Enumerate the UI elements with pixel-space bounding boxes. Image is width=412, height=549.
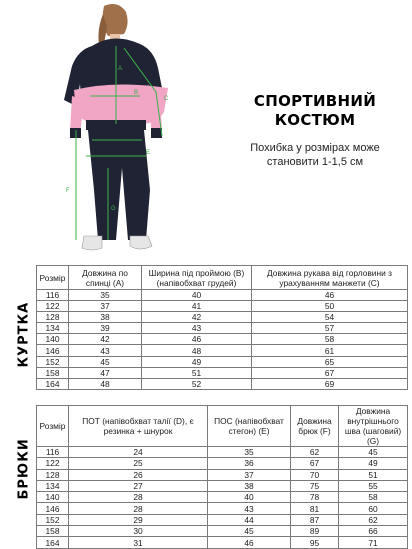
- size-cell: 122: [37, 301, 69, 312]
- value-cell: 28: [69, 492, 208, 503]
- size-cell: 158: [37, 367, 69, 378]
- value-cell: 27: [69, 480, 208, 491]
- value-cell: 61: [252, 345, 408, 356]
- table-row: [37, 514, 408, 525]
- table-row: [37, 290, 408, 301]
- value-cell: 45: [69, 356, 142, 367]
- value-cell: 75: [291, 480, 339, 491]
- value-cell: 62: [339, 514, 408, 525]
- product-title-line2: КОСТЮМ: [274, 111, 356, 129]
- size-cell: 134: [37, 480, 69, 491]
- size-cell: 128: [37, 312, 69, 323]
- value-cell: 37: [69, 301, 142, 312]
- jacket-size-table: [36, 265, 408, 390]
- value-cell: 30: [69, 526, 208, 537]
- value-cell: 62: [291, 447, 339, 458]
- header-size: Розмір: [37, 266, 69, 290]
- size-cell: 164: [37, 537, 69, 548]
- value-cell: 70: [291, 469, 339, 480]
- value-cell: 38: [69, 312, 142, 323]
- table-row: [37, 480, 408, 491]
- value-cell: 81: [291, 503, 339, 514]
- value-cell: 87: [291, 514, 339, 525]
- value-cell: 48: [142, 345, 252, 356]
- pants-size-table: [36, 405, 408, 549]
- product-title-line1: СПОРТИВНИЙ: [253, 92, 377, 110]
- marker-f: F: [66, 188, 70, 194]
- value-cell: 71: [339, 537, 408, 548]
- value-cell: 46: [142, 334, 252, 345]
- table-row: [37, 345, 408, 356]
- value-cell: 54: [252, 312, 408, 323]
- value-cell: 78: [291, 492, 339, 503]
- value-cell: 31: [69, 537, 208, 548]
- marker-c: C: [164, 96, 169, 102]
- table-row: [37, 323, 408, 334]
- table-row: [37, 301, 408, 312]
- note-line2: становити 1-1,5 см: [266, 156, 364, 168]
- value-cell: 52: [142, 378, 252, 389]
- header-sleeve-length: Довжина рукава від горловини з урахуванням манжети (С): [252, 266, 408, 290]
- marker-g: G: [111, 206, 116, 212]
- value-cell: 58: [339, 492, 408, 503]
- table-row: [37, 334, 408, 345]
- table-row: [37, 378, 408, 389]
- size-cell: 152: [37, 514, 69, 525]
- note-line1: Похибка у розмірах може: [250, 142, 380, 154]
- value-cell: 60: [339, 503, 408, 514]
- header-pants-length: Довжина брюк (F): [291, 406, 339, 447]
- value-cell: 49: [339, 458, 408, 469]
- value-cell: 67: [291, 458, 339, 469]
- value-cell: 43: [208, 503, 291, 514]
- size-cell: 146: [37, 345, 69, 356]
- table-row: [37, 312, 408, 323]
- table-row: [37, 537, 408, 548]
- value-cell: 29: [69, 514, 208, 525]
- table-row: [37, 447, 408, 458]
- value-cell: 46: [252, 290, 408, 301]
- size-tolerance-note: [222, 141, 408, 169]
- value-cell: 51: [339, 469, 408, 480]
- value-cell: 69: [252, 378, 408, 389]
- size-cell: 146: [37, 503, 69, 514]
- value-cell: 55: [339, 480, 408, 491]
- table-header-row: [37, 406, 408, 447]
- value-cell: 37: [208, 469, 291, 480]
- value-cell: 89: [291, 526, 339, 537]
- header-chest-width: Ширина під проймою (В) (напівобхват грудей): [142, 266, 252, 290]
- table-row: [37, 503, 408, 514]
- value-cell: 43: [69, 345, 142, 356]
- header-inseam: Довжина внутрішнього шва (шаговий) (G): [339, 406, 408, 447]
- size-cell: 152: [37, 356, 69, 367]
- table-header-row: [37, 266, 408, 290]
- value-cell: 25: [69, 458, 208, 469]
- header-waist: ПОТ (напівобхват талії (D), є резинка + шнурок: [69, 406, 208, 447]
- value-cell: 50: [252, 301, 408, 312]
- value-cell: 46: [208, 537, 291, 548]
- header-back-length: Довжина по спинці (А): [69, 266, 142, 290]
- value-cell: 35: [208, 447, 291, 458]
- value-cell: 42: [69, 334, 142, 345]
- value-cell: 44: [208, 514, 291, 525]
- value-cell: 51: [142, 367, 252, 378]
- table-row: [37, 492, 408, 503]
- header-size: Розмір: [37, 406, 69, 447]
- value-cell: 95: [291, 537, 339, 548]
- value-cell: 40: [142, 290, 252, 301]
- value-cell: 35: [69, 290, 142, 301]
- size-cell: 116: [37, 447, 69, 458]
- product-title: [222, 92, 408, 130]
- table-row: [37, 367, 408, 378]
- value-cell: 24: [69, 447, 208, 458]
- size-cell: 122: [37, 458, 69, 469]
- product-photo: [0, 0, 220, 262]
- value-cell: 47: [69, 367, 142, 378]
- value-cell: 49: [142, 356, 252, 367]
- value-cell: 57: [252, 323, 408, 334]
- value-cell: 58: [252, 334, 408, 345]
- table-row: [37, 526, 408, 537]
- value-cell: 41: [142, 301, 252, 312]
- value-cell: 48: [69, 378, 142, 389]
- pants-section-label: БРЮКИ: [16, 438, 32, 500]
- value-cell: 38: [208, 480, 291, 491]
- marker-a: A: [118, 66, 123, 72]
- table-row: [37, 458, 408, 469]
- table-row: [37, 356, 408, 367]
- size-cell: 140: [37, 492, 69, 503]
- value-cell: 42: [142, 312, 252, 323]
- value-cell: 66: [339, 526, 408, 537]
- size-cell: 128: [37, 469, 69, 480]
- value-cell: 65: [252, 356, 408, 367]
- marker-b: B: [134, 90, 139, 96]
- size-cell: 140: [37, 334, 69, 345]
- value-cell: 67: [252, 367, 408, 378]
- table-row: [37, 469, 408, 480]
- value-cell: 43: [142, 323, 252, 334]
- value-cell: 45: [208, 526, 291, 537]
- value-cell: 45: [339, 447, 408, 458]
- value-cell: 39: [69, 323, 142, 334]
- size-cell: 164: [37, 378, 69, 389]
- value-cell: 26: [69, 469, 208, 480]
- jacket-section-label: КУРТКА: [16, 301, 32, 368]
- size-cell: 158: [37, 526, 69, 537]
- value-cell: 36: [208, 458, 291, 469]
- size-cell: 134: [37, 323, 69, 334]
- value-cell: 40: [208, 492, 291, 503]
- marker-e: E: [146, 150, 151, 156]
- value-cell: 28: [69, 503, 208, 514]
- size-cell: 116: [37, 290, 69, 301]
- header-hips: ПОС (напівобхват стегон) (E): [208, 406, 291, 447]
